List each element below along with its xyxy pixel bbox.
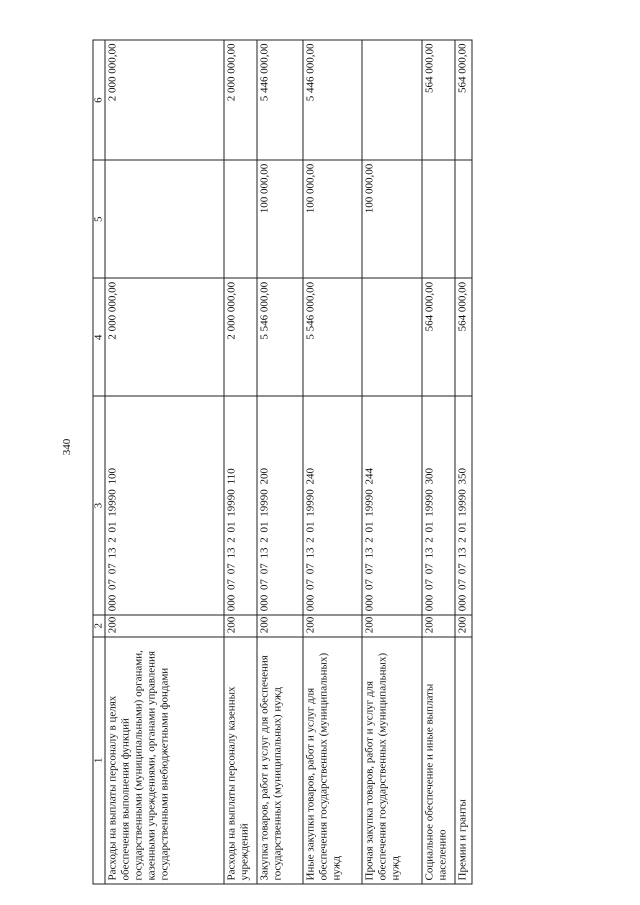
row-budget-code: 000 07 07 13 2 01 19990 110 — [224, 396, 256, 614]
row-value-col6: 564 000,00 — [455, 40, 472, 160]
row-group-code: 200 — [303, 615, 362, 637]
row-name: Закупка товаров, работ и услуг для обеспечения государственных (муниципальных) нужд — [257, 637, 303, 884]
row-group-code: 200 — [257, 615, 303, 637]
budget-table-rotated — [93, 40, 473, 885]
row-value-col5: 100 000,00 — [257, 160, 303, 278]
row-value-col5 — [422, 160, 454, 278]
header-col-1: 1 — [93, 637, 105, 884]
row-value-col4: 564 000,00 — [455, 278, 472, 396]
row-name: Прочая закупка товаров, работ и услуг для обеспечения государственных (муниципальных) нужд — [362, 637, 422, 884]
row-name: Расходы на выплаты персоналу казенных учреждений — [224, 637, 256, 884]
row-value-col4: 5 546 000,00 — [257, 278, 303, 396]
row-value-col4: 564 000,00 — [422, 278, 454, 396]
row-value-col6: 5 446 000,00 — [303, 40, 362, 160]
row-value-col6: 2 000 000,00 — [224, 40, 256, 160]
row-value-col5: 100 000,00 — [303, 160, 362, 278]
row-name: Расходы на выплаты персоналу в целях обеспечения выполнения функций государственными (муниципальными) органами, казенными учреждениями, органами управления государственными внебюджетными фондами — [105, 637, 224, 884]
row-value-col4: 2 000 000,00 — [105, 278, 224, 396]
row-name: Иные закупки товаров, работ и услуг для обеспечения государственных (муниципальных) нужд — [303, 637, 362, 884]
row-value-col5: 100 000,00 — [362, 160, 422, 278]
table-row — [224, 40, 256, 884]
row-value-col5 — [105, 160, 224, 278]
row-budget-code: 000 07 07 13 2 01 19990 240 — [303, 396, 362, 614]
row-budget-code: 000 07 07 13 2 01 19990 300 — [422, 396, 454, 614]
header-row — [93, 40, 105, 884]
row-value-col6 — [362, 40, 422, 160]
row-name: Социальное обеспечение и иные выплаты населению — [422, 637, 454, 884]
header-col-6: 6 — [93, 40, 105, 160]
table-row — [455, 40, 472, 884]
row-group-code: 200 — [105, 615, 224, 637]
row-budget-code: 000 07 07 13 2 01 19990 100 — [105, 396, 224, 614]
table-row — [257, 40, 303, 884]
row-value-col6: 5 446 000,00 — [257, 40, 303, 160]
table-row — [362, 40, 422, 884]
table-row — [105, 40, 224, 884]
row-budget-code: 000 07 07 13 2 01 19990 200 — [257, 396, 303, 614]
row-group-code: 200 — [455, 615, 472, 637]
header-col-4: 4 — [93, 278, 105, 396]
header-col-2: 2 — [93, 615, 105, 637]
header-col-3: 3 — [93, 396, 105, 614]
row-group-code: 200 — [224, 615, 256, 637]
row-group-code: 200 — [422, 615, 454, 637]
row-value-col4 — [362, 278, 422, 396]
header-col-5: 5 — [93, 160, 105, 278]
row-budget-code: 000 07 07 13 2 01 19990 350 — [455, 396, 472, 614]
budget-table — [93, 40, 473, 885]
row-name: Премии и гранты — [455, 637, 472, 884]
table-row — [422, 40, 454, 884]
row-value-col4: 2 000 000,00 — [224, 278, 256, 396]
page-number: 340 — [61, 438, 73, 456]
row-value-col6: 564 000,00 — [422, 40, 454, 160]
row-value-col5 — [455, 160, 472, 278]
table-row — [303, 40, 362, 884]
row-group-code: 200 — [362, 615, 422, 637]
row-value-col4: 5 546 000,00 — [303, 278, 362, 396]
row-value-col6: 2 000 000,00 — [105, 40, 224, 160]
row-value-col5 — [224, 160, 256, 278]
row-budget-code: 000 07 07 13 2 01 19990 244 — [362, 396, 422, 614]
